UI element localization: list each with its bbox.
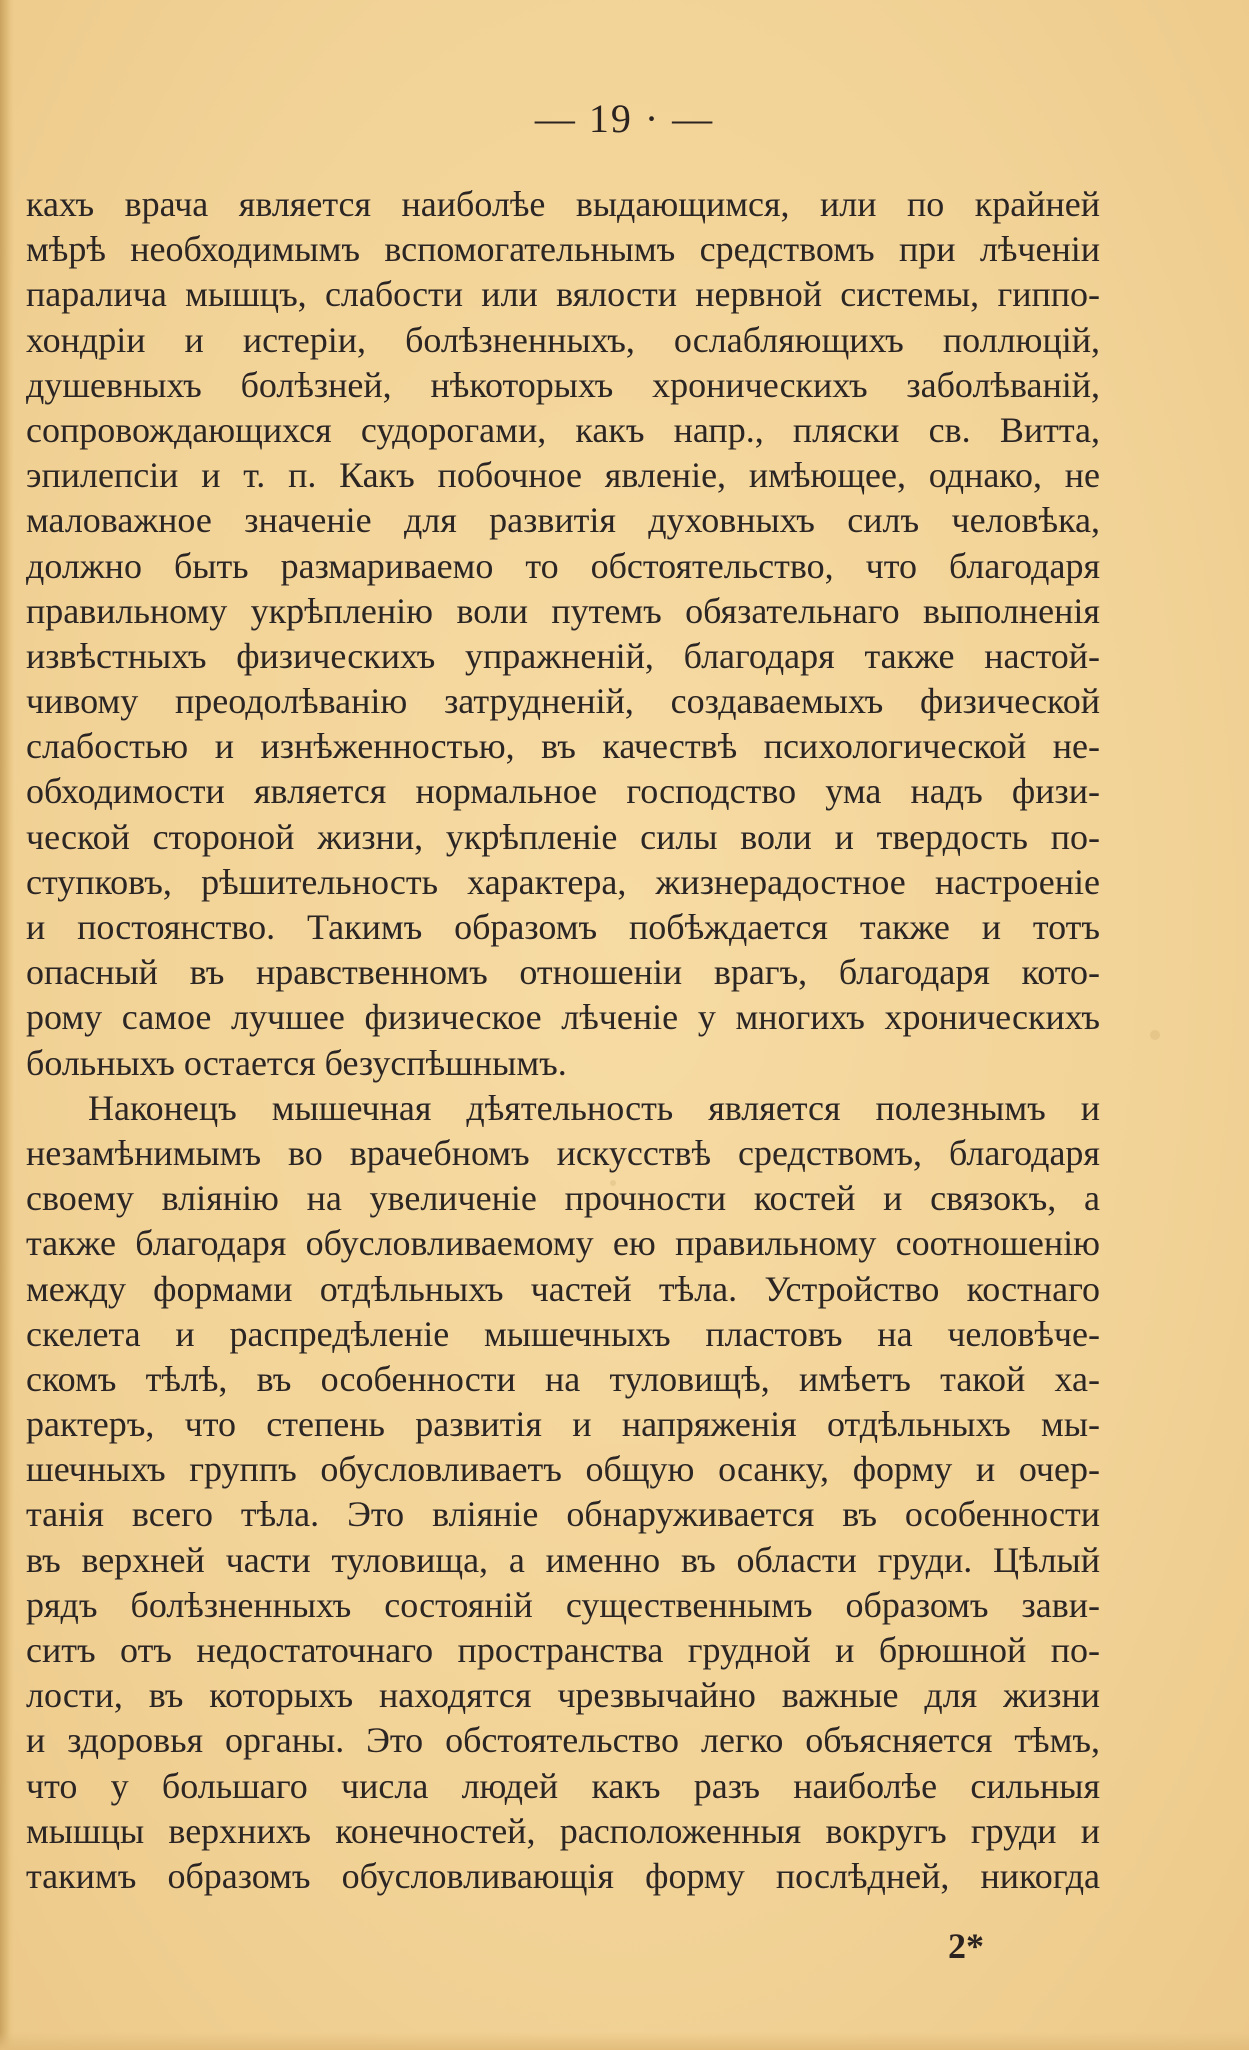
text-line: между формами отдѣльныхъ частей тѣла. Устройство костнаго	[26, 1268, 1100, 1309]
text-line: слабостью и изнѣженностью, въ качествѣ психологической не-	[26, 726, 1100, 767]
paragraph-2	[26, 1086, 1100, 1899]
text-line: также благодаря обусловливаемому ею правильному соотношенію	[26, 1223, 1100, 1264]
text-line: въ верхней части туловища, а именно въ области груди. Цѣлый	[26, 1539, 1100, 1580]
text-line: рому самое лучшее физическое лѣченіе у многихъ хроническихъ	[26, 997, 1100, 1038]
text-line: такимъ образомъ обусловливающія форму послѣдней, никогда	[26, 1855, 1100, 1896]
text-line: скомъ тѣлѣ, въ особенности на туловищѣ, имѣетъ такой ха-	[26, 1358, 1100, 1399]
text-line: мѣрѣ необходимымъ вспомогательнымъ средствомъ при лѣченіи	[26, 229, 1100, 270]
text-line: и постоянство. Такимъ образомъ побѣждается также и тотъ	[26, 907, 1100, 947]
text-line: рядъ болѣзненныхъ состояній существеннымъ образомъ зави-	[26, 1584, 1100, 1625]
text-line: опасный въ нравственномъ отношеніи врагъ, благодаря кото-	[26, 952, 1100, 993]
text-line: и здоровья органы. Это обстоятельство легко объясняется тѣмъ,	[26, 1720, 1100, 1761]
page-bottom-shadow	[0, 2032, 1249, 2050]
text-line: мышцы верхнихъ конечностей, расположенныя вокругъ груди и	[26, 1810, 1100, 1851]
text-line: маловажное значеніе для развитія духовныхъ силъ человѣка,	[26, 500, 1100, 541]
text-line: чивому преодолѣванію затрудненій, создаваемыхъ физической	[26, 681, 1100, 722]
text-line: душевныхъ болѣзней, нѣкоторыхъ хроническихъ заболѣваній,	[26, 364, 1100, 405]
text-line: сопровождающихся судорогами, какъ напр., пляски св. Витта,	[26, 409, 1100, 450]
text-line: шечныхъ группъ обусловливаетъ общую осанку, форму и очер-	[26, 1449, 1100, 1490]
text-line: извѣстныхъ физическихъ упражненій, благодаря также настой-	[26, 635, 1100, 676]
text-line: ступковъ, рѣшительность характера, жизнерадостное настроеніе	[26, 861, 1100, 902]
paragraph-1	[26, 182, 1100, 1086]
text-line: ческой стороной жизни, укрѣпленіе силы воли и твердость по-	[26, 816, 1100, 857]
text-line: кахъ врача является наиболѣе выдающимся, или по крайней	[26, 184, 1100, 224]
body-text	[26, 182, 1100, 1899]
text-line: незамѣнимымъ во врачебномъ искусствѣ средствомъ, благодаря	[26, 1132, 1100, 1173]
paper-spot	[1150, 1030, 1160, 1040]
text-line: лости, въ которыхъ находятся чрезвычайно важные для жизни	[26, 1675, 1100, 1716]
text-line: хондріи и истеріи, болѣзненныхъ, ослабляющихъ поллюцій,	[26, 319, 1100, 360]
text-line: танія всего тѣла. Это вліяніе обнаруживается въ особенности	[26, 1494, 1100, 1535]
text-line: обходимости является нормальное господство ума надъ физи-	[26, 771, 1100, 812]
text-line: Наконецъ мышечная дѣятельность является полезнымъ и	[88, 1087, 1100, 1128]
page-edge-shadow	[0, 0, 14, 2050]
text-line: своему вліянію на увеличеніе прочности костей и связокъ, а	[26, 1178, 1100, 1219]
text-line: эпилепсіи и т. п. Какъ побочное явленіе, имѣющее, однако, не	[26, 455, 1100, 496]
page-number-header: — 19 · —	[534, 96, 715, 141]
text-line: рактеръ, что степень развитія и напряженія отдѣльныхъ мы-	[26, 1404, 1100, 1445]
text-line: ситъ отъ недостаточнаго пространства грудной и брюшной по-	[26, 1630, 1100, 1670]
signature-mark: 2*	[948, 1926, 984, 1966]
text-line: должно быть размариваемо то обстоятельство, что благодаря	[26, 545, 1100, 586]
text-line: паралича мышцъ, слабости или вялости нервной системы, гиппо-	[26, 274, 1100, 315]
text-line: что у большаго числа людей какъ разъ наиболѣе сильныя	[26, 1765, 1100, 1806]
text-line: больныхъ остается безуспѣшнымъ.	[26, 1042, 567, 1083]
text-line: правильному укрѣпленію воли путемъ обязательнаго выполненія	[26, 590, 1100, 631]
text-line: скелета и распредѣленіе мышечныхъ пластовъ на человѣче-	[26, 1313, 1100, 1354]
